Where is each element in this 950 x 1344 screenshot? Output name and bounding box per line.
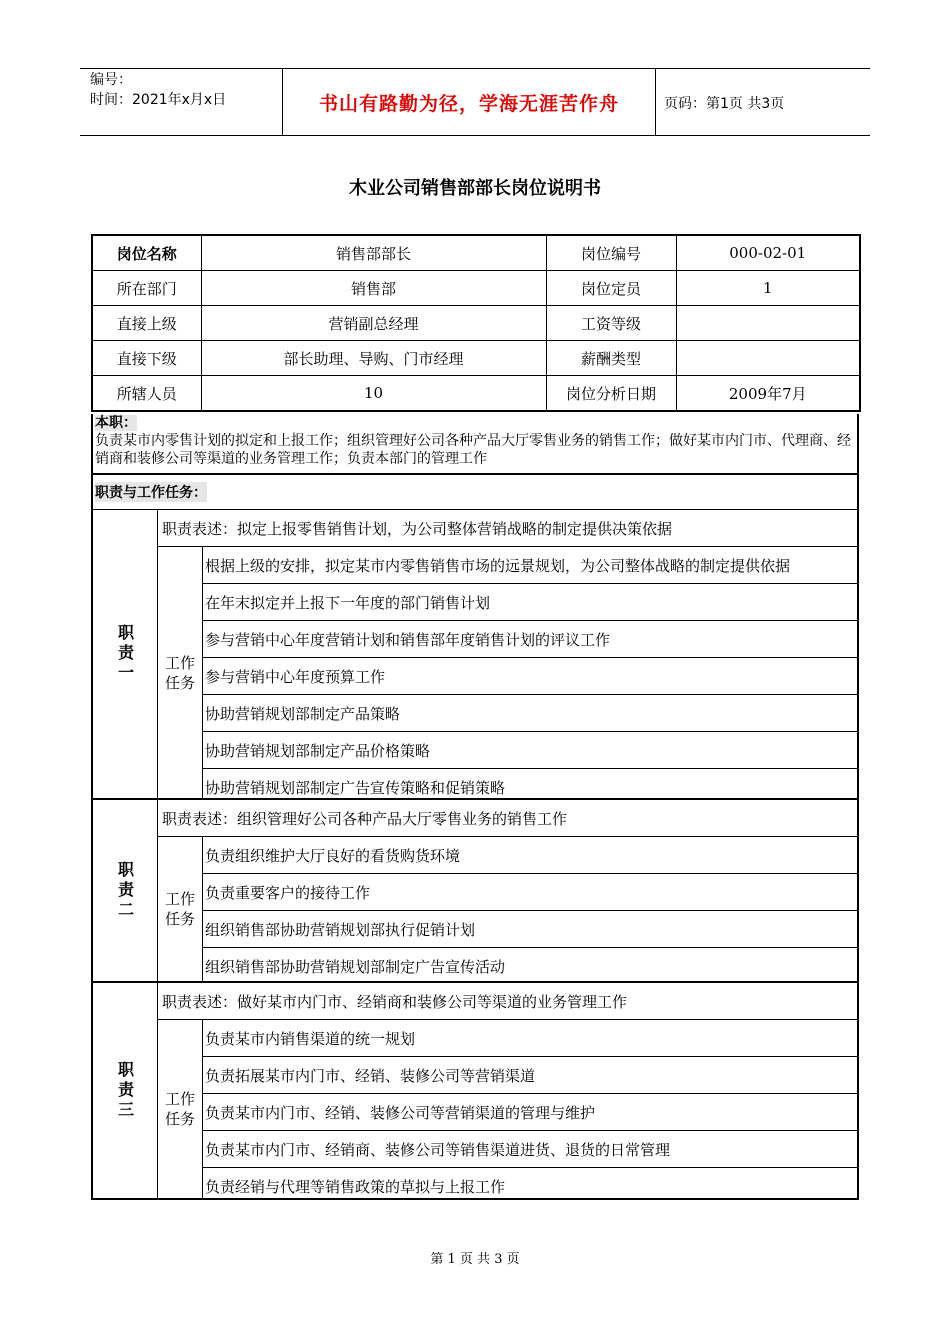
info-value: 10: [201, 376, 546, 412]
info-row: [92, 306, 860, 341]
info-row: [92, 271, 860, 306]
task-item: 在年末拟定并上报下一年度的部门销售计划: [203, 584, 857, 621]
duty-name: 职责一: [115, 624, 135, 684]
info-label: 岗位名称: [92, 235, 201, 271]
info-value: [676, 306, 860, 341]
duty-name: 职责三: [115, 1060, 135, 1121]
task-list: [203, 1020, 857, 1198]
info-label: 岗位分析日期: [546, 376, 676, 412]
task-label: 工作 任务: [158, 547, 203, 798]
info-value: 营销副总经理: [201, 306, 546, 341]
info-value: 销售部部长: [201, 235, 546, 271]
duty-description-text: 组织管理好公司各种产品大厅零售业务的销售工作: [237, 809, 568, 828]
task-item: 参与营销中心年度预算工作: [203, 658, 857, 695]
duty-description-text: 拟定上报零售销售计划，为公司整体营销战略的制定提供决策依据: [237, 519, 673, 538]
job-summary-title: 本职：: [95, 415, 137, 431]
info-label: 薪酬类型: [546, 341, 676, 376]
info-value: [676, 341, 860, 376]
header-top-rule: [80, 68, 870, 69]
duty-block: [91, 800, 859, 983]
task-label: 工作 任务: [158, 837, 203, 981]
duty-description-label: 职责表述：: [162, 992, 238, 1011]
task-item: 负责组织维护大厅良好的看货购货环境: [203, 837, 857, 874]
task-item: 协助营销规划部制定广告宣传策略和促销策略: [205, 778, 506, 797]
task-item: 负责重要客户的接待工作: [203, 874, 857, 911]
task-list: [203, 547, 857, 798]
duty-name-cell: [93, 800, 158, 981]
task-list: [203, 837, 857, 981]
task-item: 负责某市内销售渠道的统一规划: [203, 1020, 857, 1057]
job-summary: [91, 414, 859, 475]
header-meta: [90, 70, 226, 110]
task-item: 根据上级的安排，拟定某市内零售销售市场的远景规划，为公司整体战略的制定提供依据: [203, 547, 857, 584]
task-item: 负责拓展某市内门市、经销、装修公司等营销渠道: [203, 1057, 857, 1094]
info-row: [92, 341, 860, 376]
header-bottom-rule: [80, 135, 870, 136]
info-row: [92, 235, 860, 271]
task-item: 参与营销中心年度营销计划和销售部年度销售计划的评议工作: [203, 621, 857, 658]
info-row: [92, 376, 860, 412]
duty-description: [158, 510, 857, 547]
position-info-table: [91, 234, 861, 412]
number-label: 编号：: [90, 72, 132, 88]
duty-description-label: 职责表述：: [162, 519, 238, 538]
task-item: 协助营销规划部制定产品价格策略: [203, 732, 857, 769]
info-label: 岗位编号: [546, 235, 676, 271]
header-divider: [655, 69, 656, 136]
duty-description: [158, 800, 857, 837]
info-label: 所在部门: [92, 271, 201, 306]
duty-description: [158, 983, 857, 1020]
task-item: 负责某市内门市、经销、装修公司等营销渠道的管理与维护: [203, 1094, 857, 1131]
info-value: 部长助理、导购、门市经理: [201, 341, 546, 376]
task-item: 组织销售部协助营销规划部执行促销计划: [203, 911, 857, 948]
info-label: 所辖人员: [92, 376, 201, 412]
duty-block: [91, 983, 859, 1200]
info-label: 直接下级: [92, 341, 201, 376]
info-value: 1: [676, 271, 860, 306]
document-title: 木业公司销售部部长岗位说明书: [349, 178, 601, 199]
task-item: 组织销售部协助营销规划部制定广告宣传活动: [205, 957, 506, 976]
motto: 书山有路勤为径，学海无涯苦作舟: [318, 93, 619, 115]
task-item: 负责某市内门市、经销商、装修公司等销售渠道进货、退货的日常管理: [203, 1131, 857, 1168]
duties-heading: [91, 475, 859, 510]
task-item: 负责经销与代理等销售政策的草拟与上报工作: [205, 1177, 506, 1196]
time-label: 时间：2021年x月x日: [90, 92, 227, 108]
info-value: 000-02-01: [676, 235, 860, 271]
duties-heading-text: 职责与工作任务：: [95, 482, 207, 502]
info-value: 销售部: [201, 271, 546, 306]
info-label: 直接上级: [92, 306, 201, 341]
duty-name-cell: [93, 510, 158, 798]
task-label: 工作 任务: [158, 1020, 203, 1198]
page-indicator: 页码：第1页 共3页: [664, 96, 785, 112]
info-label: 岗位定员: [546, 271, 676, 306]
info-value: 2009年7月: [676, 376, 860, 412]
duty-name-cell: [93, 983, 158, 1198]
task-item: 协助营销规划部制定产品策略: [203, 695, 857, 732]
duty-description-label: 职责表述：: [162, 809, 238, 828]
page-footer: 第 1 页 共 3 页: [430, 1252, 520, 1267]
info-label: 工资等级: [546, 306, 676, 341]
duty-block: [91, 510, 859, 800]
duty-name: 职责二: [115, 860, 135, 921]
duty-description-text: 做好某市内门市、经销商和装修公司等渠道的业务管理工作: [237, 992, 628, 1011]
job-summary-text: 负责某市内零售计划的拟定和上报工作；组织管理好公司各种产品大厅零售业务的销售工作；做好某市内门市、代理商、经销商和装修公司等渠道的业务管理工作；负责本部门的管理工作: [95, 433, 851, 467]
